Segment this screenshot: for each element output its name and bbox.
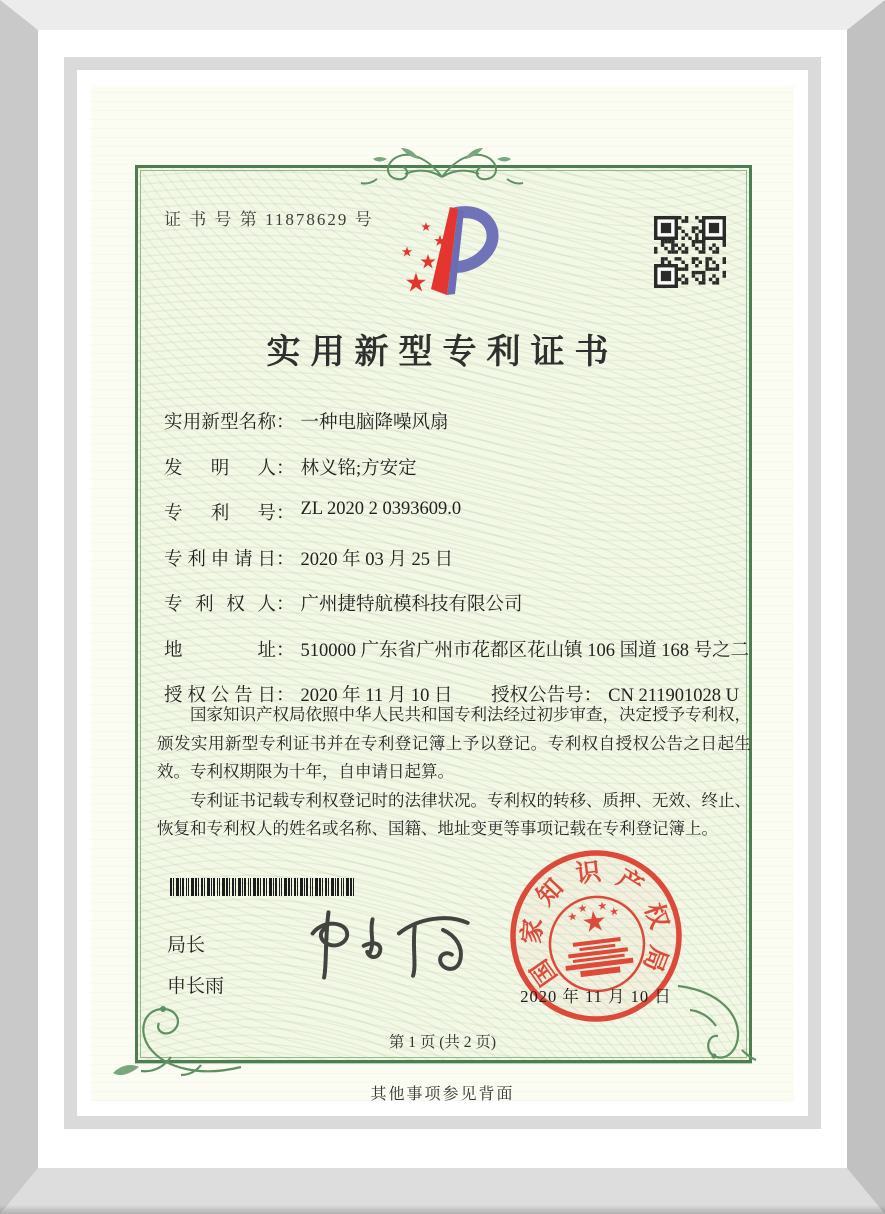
border-ornament-top-icon [357,139,527,197]
frame-mat [77,70,808,1116]
field-value: 一种电脑降噪风扇 [300,413,449,433]
field-row: 专利权人： 广州捷特航模科技有限公司 [164,590,754,636]
field-row: 地址： 510000 广东省广州市花都区花山镇 106 国道 168 号之二 [164,636,754,682]
cnipa-patent-logo-icon [390,203,505,298]
field-row: 发明人： 林义铭;方安定 [164,454,754,500]
legal-paragraph: 国家知识产权局依照中华人民共和国专利法经过初步审查，决定授予专利权，颁发实用新型专利证书并在专利登记簿上予以登记。专利权自授权公告之日起生效。专利权期限为十年，自申请日起算。 [157,705,751,781]
svg-text:权: 权 [639,900,673,933]
certificate-fields [164,408,754,727]
legal-paragraph: 专利证书记载专利权登记时的法律状况。专利权的转移、质押、无效、终止、恢复和专利权人的姓名或名称、国籍、地址变更等事项记载在专利登记簿上。 [157,790,751,838]
field-value: 广州捷特航模科技有限公司 [300,595,523,615]
field-label: 专利号 [164,504,276,524]
seal-date: 2020 年 11 月 10 日 [520,987,672,1006]
signer-block [167,930,224,1012]
field-label: 专利权人 [164,595,276,615]
svg-text:知: 知 [532,874,569,911]
field-row: 实用新型名称： 一种电脑降噪风扇 [164,408,754,454]
field-label: 发明人 [164,458,276,479]
signature-handwriting-icon [295,893,480,988]
back-side-note: 其他事项参见背面 [370,1086,515,1103]
svg-text:识: 识 [574,858,603,889]
field-value: 510000 广东省广州市花都区花山镇 106 国道 168 号之二 [300,640,750,661]
field-value: ZL 2020 2 0393609.0 [300,499,462,519]
svg-text:局: 局 [637,942,672,976]
certificate-number: 证 书 号 第 11878629 号 [164,210,374,229]
field-row-grant: 授权公告日： 2020 年 11 月 10 日 授权公告号： CN 211901028 U [164,681,754,727]
signer-name: 申长雨 [167,976,225,997]
field-label: 专利申请日 [164,549,276,570]
svg-text:家: 家 [518,917,548,945]
field-row: 专利号： ZL 2020 2 0393609.0 [164,499,462,524]
field-value: 2020 年 11 月 10 日 [300,686,453,706]
signer-title: 局长 [167,935,206,956]
field-label: 授权公告号 [491,686,584,706]
svg-text:国: 国 [526,954,563,991]
field-value: 2020 年 03 月 25 日 [300,549,454,570]
frame-inset-bevel [64,57,821,1129]
certificate-title: 实用新型专利证书 [266,334,619,371]
grant-number-pair: 授权公告号： CN 211901028 U [491,686,739,706]
field-label: 授权公告日 [164,686,276,706]
svg-text:产: 产 [611,864,648,901]
certificate-page [91,85,794,1101]
qr-code [654,216,726,288]
field-label: 实用新型名称 [164,413,276,433]
page-number: 第 1 页 (共 2 页) [388,1034,497,1051]
field-value: CN 211901028 U [608,686,739,706]
field-label: 地址 [164,640,276,661]
frame-face [38,30,847,1168]
field-value: 林义铭;方安定 [300,458,417,479]
field-row: 专利申请日： 2020 年 03 月 25 日 [164,545,754,591]
legal-text [157,701,751,844]
field-rows [164,408,754,681]
